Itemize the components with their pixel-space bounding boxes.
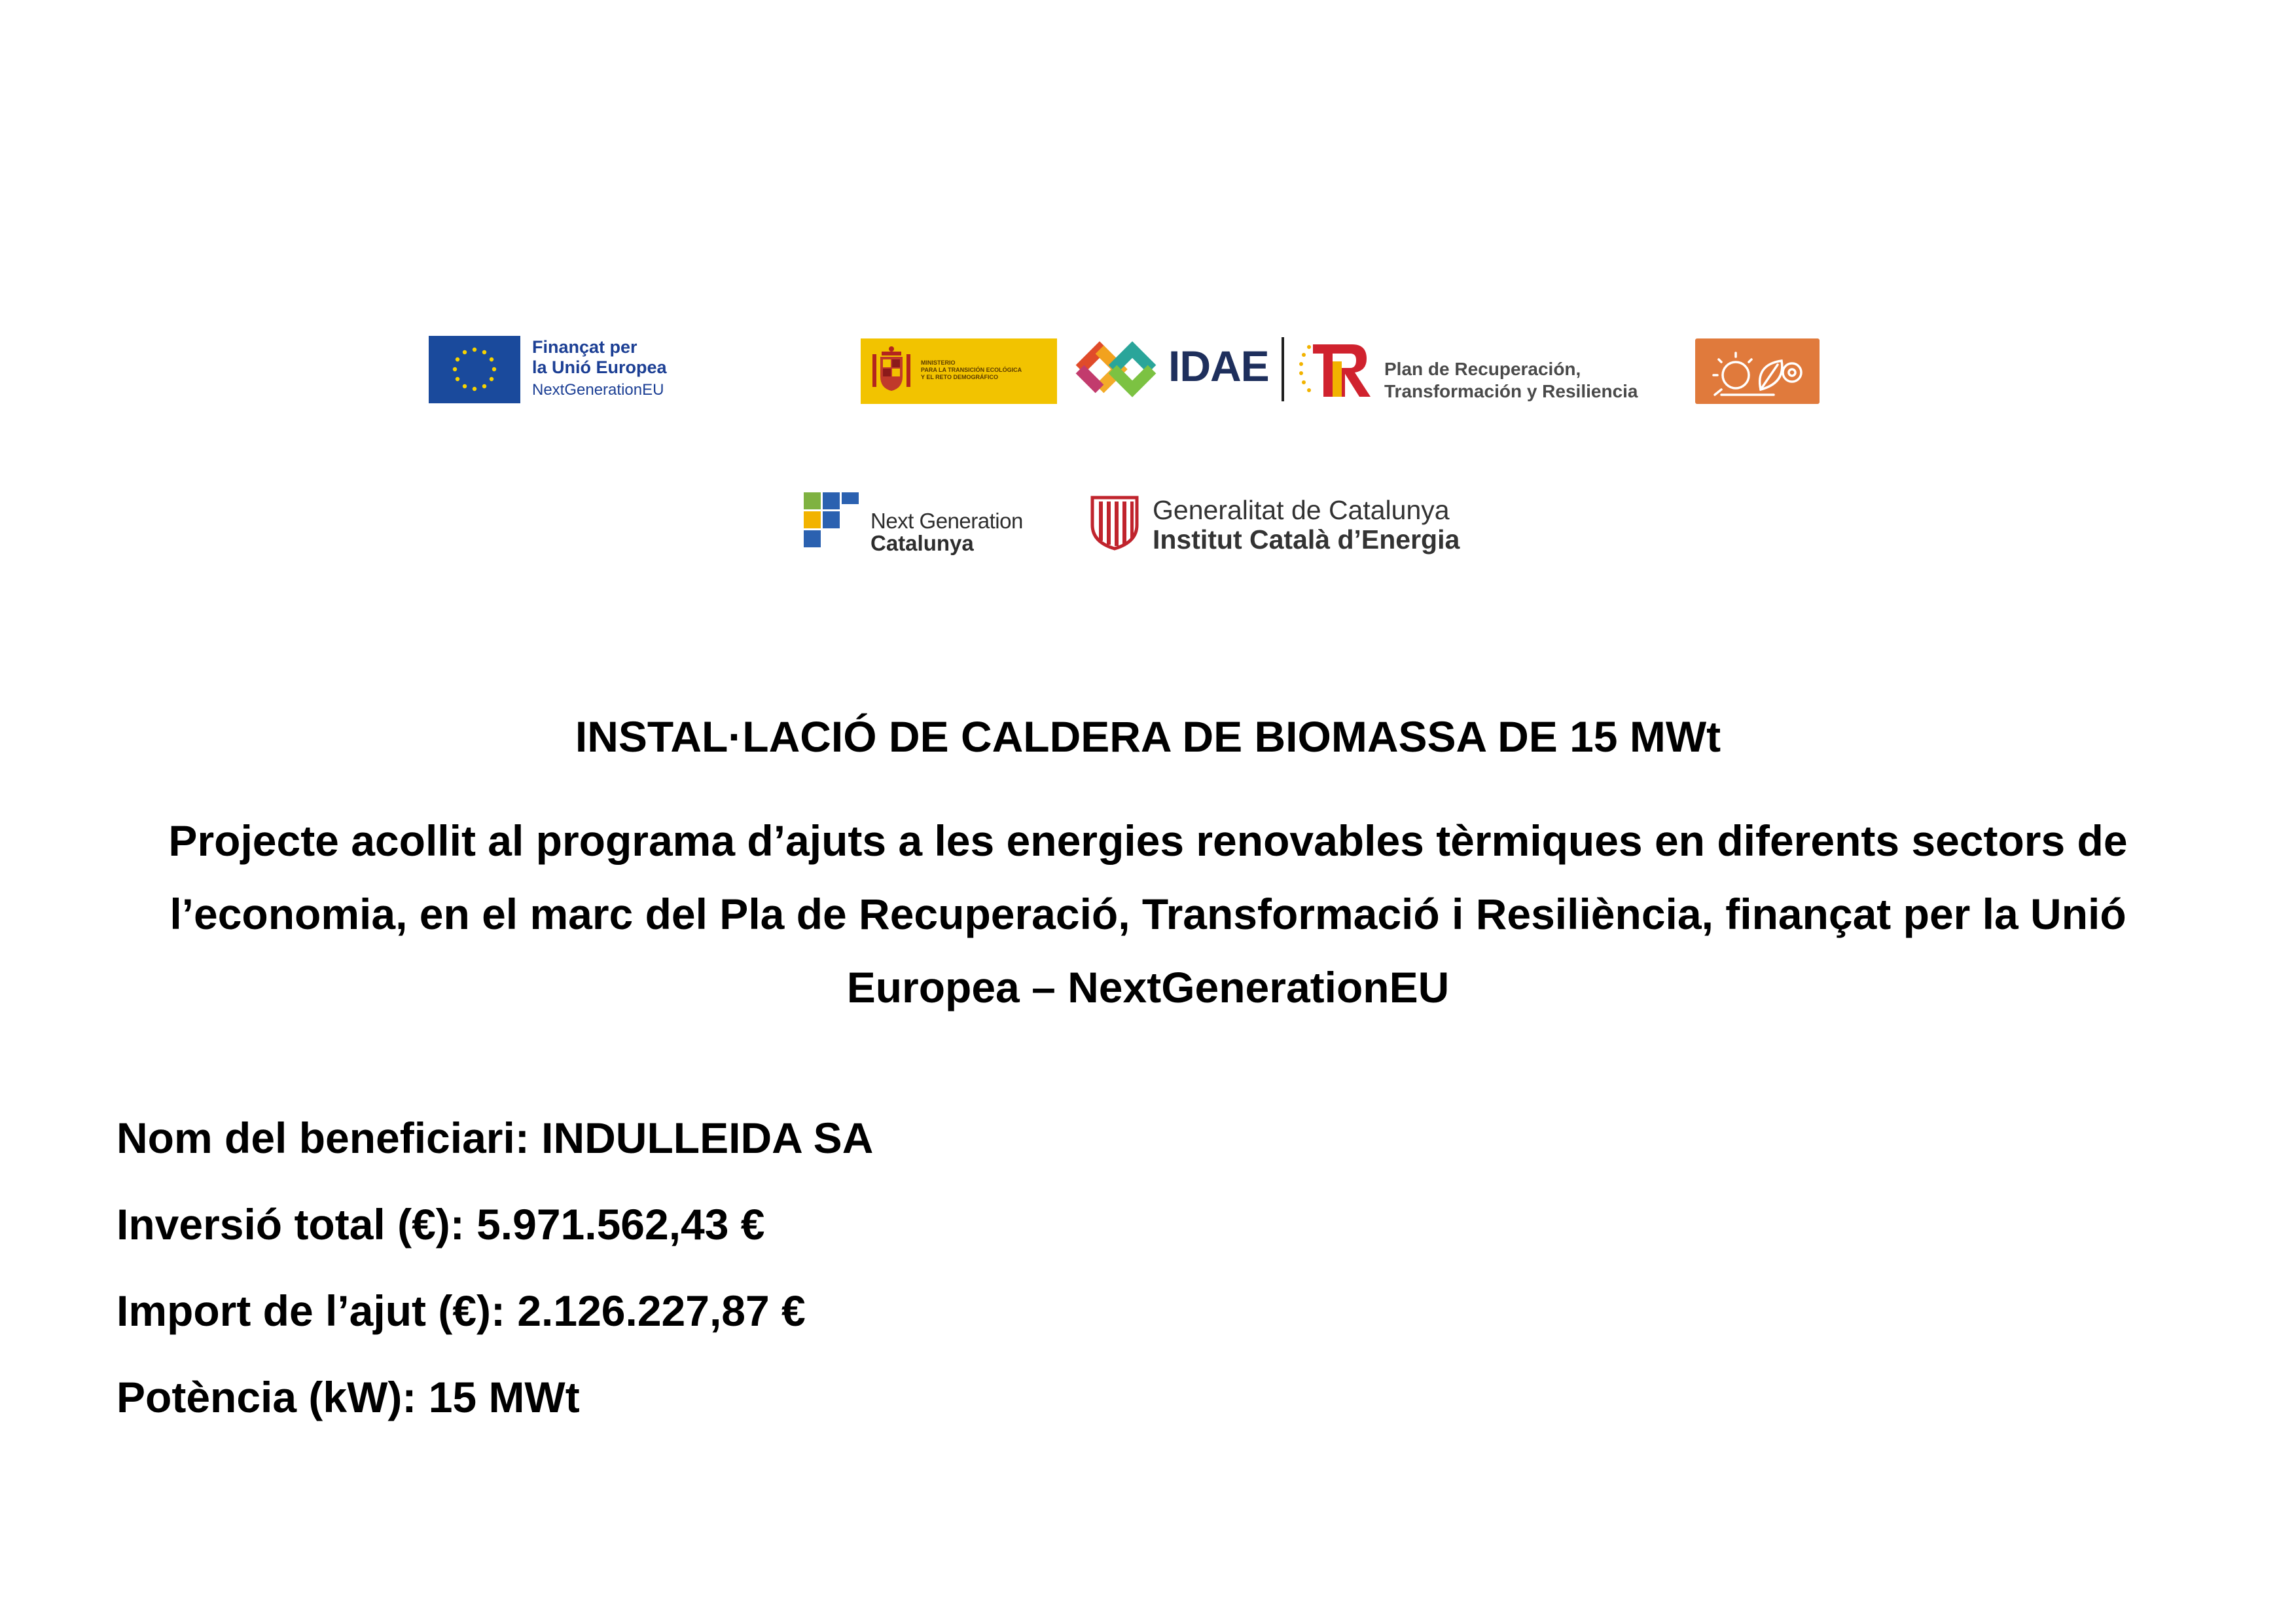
generalitat-text: [1153, 497, 1460, 553]
ngc-text: [870, 510, 1023, 554]
logo-divider: [1282, 337, 1284, 401]
sun-leaf-icon: [1695, 338, 1820, 404]
eu-funding-logo: [429, 336, 687, 403]
eu-logo-text: [532, 336, 667, 398]
idae-logo: [1070, 335, 1269, 404]
ministerio-line3: Y EL RETO DEMOGRÁFICO: [921, 374, 999, 380]
prtr-line1: Plan de Recuperación,: [1384, 359, 1581, 379]
eu-logo-line1: Finançat per: [532, 337, 637, 357]
ngc-squares-icon: [804, 492, 864, 551]
eu-logo-line2: la Unió Europea: [532, 357, 667, 377]
total-investment: Inversió total (€): 5.971.562,43 €: [117, 1200, 765, 1249]
renewable-energy-badge: [1695, 338, 1820, 404]
coat-of-arms-icon: [869, 345, 914, 397]
generalitat-emblem-icon: [1088, 492, 1141, 551]
ministerio-text: [921, 359, 1052, 381]
ministerio-line2: PARA LA TRANSICIÓN ECOLÓGICA: [921, 367, 1022, 373]
idae-name: IDAE: [1168, 342, 1269, 390]
grant-amount: Import de l’ajut (€): 2.126.227,87 €: [117, 1286, 806, 1335]
document-title: INSTAL·LACIÓ DE CALDERA DE BIOMASSA DE 15 MWt: [575, 712, 1721, 761]
plan-recuperacion-logo: [1296, 335, 1669, 404]
beneficiary-name: Nom del beneficiari: INDULLEIDA SA: [117, 1114, 874, 1162]
ministerio-line1: MINISTERIO: [921, 359, 956, 366]
ngc-line2: Catalunya: [870, 531, 974, 555]
eu-flag-icon: [429, 336, 520, 403]
next-generation-catalunya-logo: [804, 492, 1036, 558]
prtr-mark-icon: [1296, 335, 1381, 404]
ministerio-logo: [861, 338, 1057, 404]
power-rating: Potència (kW): 15 MWt: [117, 1373, 580, 1421]
prtr-line2: Transformación y Resiliencia: [1384, 381, 1638, 401]
idae-symbol-icon: [1070, 335, 1162, 404]
eu-logo-line3: NextGenerationEU: [532, 381, 664, 399]
project-details: [117, 1112, 1949, 1457]
generalitat-logo: [1088, 492, 1494, 558]
ngc-line1: Next Generation: [870, 509, 1023, 533]
generalitat-line1: Generalitat de Catalunya: [1153, 495, 1450, 525]
project-description: Projecte acollit al programa d’ajuts a les energies renovables tèrmiques en diferents sectors de l’economia, en el marc del Pla de Recuperació, Transformació i Resiliència, finançat per la Unió Europea – NextGenerationEU: [168, 816, 2128, 1012]
prtr-text: [1384, 358, 1638, 403]
generalitat-line2: Institut Català d’Energia: [1153, 524, 1460, 555]
